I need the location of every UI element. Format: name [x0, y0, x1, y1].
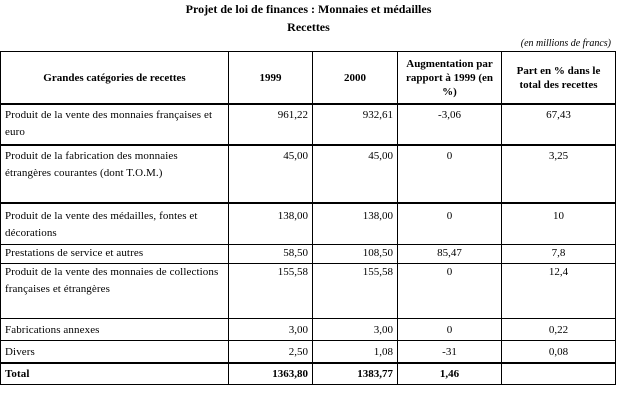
cell-augmentation: 0: [398, 145, 502, 203]
row-label: Produit de la fabrication des monnaies étrangères courantes (dont T.O.M.): [1, 145, 229, 203]
header-augmentation: Augmentation par rapport à 1999 (en %): [398, 52, 502, 105]
cell-augmentation: -3,06: [398, 104, 502, 145]
row-label: Produit de la vente des monnaies de collections françaises et étrangères: [1, 264, 229, 319]
row-label: Divers: [1, 341, 229, 364]
cell-1999: 2,50: [229, 341, 313, 364]
cell-2000: 1,08: [313, 341, 398, 364]
table-row: [1, 245, 616, 264]
cell-2000: 155,58: [313, 264, 398, 319]
cell-2000: 932,61: [313, 104, 398, 145]
cell-augmentation: 0: [398, 319, 502, 341]
page-title: Projet de loi de finances : Monnaies et médailles: [185, 2, 432, 16]
cell-2000: 108,50: [313, 245, 398, 264]
table-row: [1, 104, 616, 145]
total-label: Total: [1, 363, 229, 385]
cell-1999: 961,22: [229, 104, 313, 145]
header-2000: 2000: [313, 52, 398, 105]
total-2000: 1383,77: [313, 363, 398, 385]
table-row: [1, 319, 616, 341]
page-subtitle: Recettes: [287, 20, 330, 34]
cell-2000: 3,00: [313, 319, 398, 341]
cell-2000: 45,00: [313, 145, 398, 203]
row-label: Produit de la vente des médailles, fontes et décorations: [1, 203, 229, 245]
cell-1999: 45,00: [229, 145, 313, 203]
cell-part: 3,25: [502, 145, 616, 203]
cell-augmentation: 0: [398, 203, 502, 245]
cell-1999: 155,58: [229, 264, 313, 319]
cell-2000: 138,00: [313, 203, 398, 245]
cell-part: 7,8: [502, 245, 616, 264]
table-row: [1, 264, 616, 319]
cell-part: 0,22: [502, 319, 616, 341]
table-row: [1, 203, 616, 245]
row-label: Fabrications annexes: [1, 319, 229, 341]
cell-1999: 58,50: [229, 245, 313, 264]
total-part: [502, 363, 616, 385]
header-1999: 1999: [229, 52, 313, 105]
cell-part: 12,4: [502, 264, 616, 319]
cell-part: 10: [502, 203, 616, 245]
revenue-table: [0, 51, 616, 385]
header-part: Part en % dans le total des recettes: [502, 52, 616, 105]
cell-augmentation: 0: [398, 264, 502, 319]
cell-augmentation: 85,47: [398, 245, 502, 264]
header-category: Grandes catégories de recettes: [1, 52, 229, 105]
table-row: [1, 145, 616, 203]
cell-1999: 3,00: [229, 319, 313, 341]
row-label: Produit de la vente des monnaies françaises et euro: [1, 104, 229, 145]
cell-1999: 138,00: [229, 203, 313, 245]
unit-note: (en millions de francs): [520, 38, 611, 49]
table-row: [1, 341, 616, 364]
header-row: [1, 52, 616, 105]
cell-part: 0,08: [502, 341, 616, 364]
cell-augmentation: -31: [398, 341, 502, 364]
total-1999: 1363,80: [229, 363, 313, 385]
total-row: [1, 363, 616, 385]
row-label: Prestations de service et autres: [1, 245, 229, 264]
total-augmentation: 1,46: [398, 363, 502, 385]
cell-part: 67,43: [502, 104, 616, 145]
